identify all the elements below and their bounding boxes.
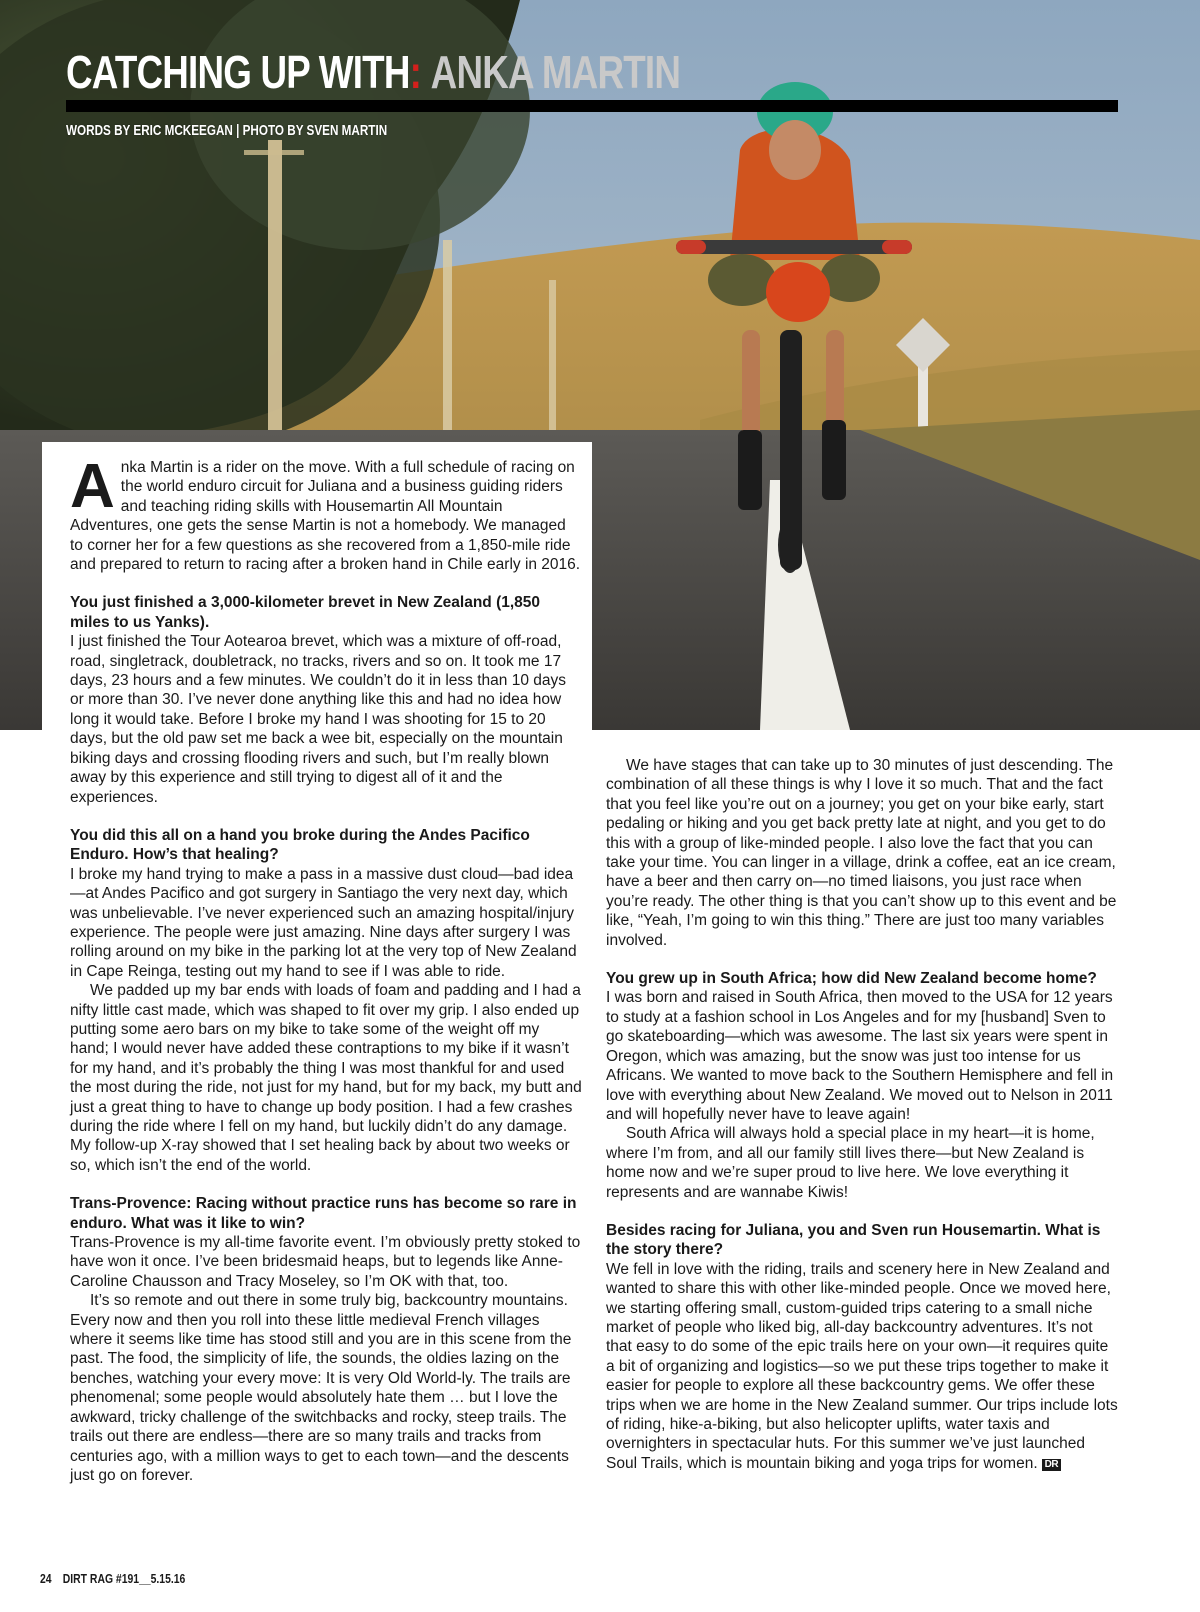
answer-4-para-2: South Africa will always hold a special place in my heart—it is home, where I’m from, and all our family still lives there—but New Zealand is home now and we’re super proud to live here. We love everything it represents and are wannabe Kiwis! [606,1125,1095,1201]
headline-colon: : [409,46,422,98]
intro-paragraph [70,452,582,574]
article-column-right [606,756,1126,1536]
answer-2-para-1: I broke my hand trying to make a pass in a massive dust cloud—bad idea—at Andes Pacifico and got surgery in Santiago the very next day, which was unbelievable. I’ve never experienced such an amazing hospital/injury experience. The people were just amazing. Nine days after surgery I was rolling around on my bike in the parking lot at the very top of New Zealand in Cape Reinga, testing out my hand to see if I was able to ride. [70,865,577,980]
byline: WORDS BY ERIC MCKEEGAN | PHOTO BY SVEN MARTIN [66,122,388,139]
answer-3-para-1: Trans-Provence is my all-time favorite event. I’m obviously pretty stoked to have won it once. I’ve been bridesmaid heaps, but to legends like Anne-Caroline Chausson and Tracy Moseley, so I’m OK with that, too. [70,1234,581,1290]
answer-3-para-3: We have stages that can take up to 30 minutes of just descending. The combination of all these things is why I love it so much. That and the fact that you feel like you’re out on a journey; you get on your bike early, start pedaling or hiking and you get back pretty late at night, and you get to do this with a group of like-minded people. I also love the fact that you can take your time. You can linger in a village, drink a coffee, eat an ice cream, have a beer and then carry on—no timed liaisons, you just race when you’re ready. The other thing is that you can’t show up to this event and be like, “Yeah, I’m going to win this thing.” There are just too many variables involved. [606,757,1117,949]
question-2: You did this all on a hand you broke during the Andes Pacifico Enduro. How’s that healing? [70,826,530,864]
question-3: Trans-Provence: Racing without practice runs has become so rare in enduro. What was it like to win? [70,1195,577,1232]
headline-rule [66,100,1118,112]
answer-2-para-2: We padded up my bar ends with loads of foam and padding and I had a nifty little cast made, which was shaped to fit over my grip. I also ended up putting some aero bars on my bike to take some of the weight off my hand; I would never have added these contraptions to my bike if it wasn’t for my hand, and it’s probably the thing I was most thankful for and used the most during the ride, not just for my hand, but for my back, my butt and just a great thing to have to change up body position. I had a few crashes during the ride where I fell on my hand, but luckily didn’t do any damage. My follow-up X-ray showed that I set healing back by about two weeks or so, which isn’t the end of the world. [70,982,582,1174]
headline-name: ANKA MARTIN [430,46,681,98]
answer-4-para-1: I was born and raised in South Africa, then moved to the USA for 12 years to study at a fashion school in Los Angeles and for my [husband] Sven to go skateboarding—which was awesome. The last six years were spent in Oregon, which was amazing, but the snow was just too intense for us Africans. We wanted to move back to the Southern Hemisphere and fell in love with everything about New Zealand. We moved out to Nelson in 2011 and will hopefully never have to leave again! [606,989,1114,1123]
question-4: You grew up in South Africa; how did New Zealand become home? [606,970,1097,988]
question-5: Besides racing for Juliana, you and Sven run Housemartin. What is the story there? [606,1221,1101,1259]
drop-cap: A [70,452,115,521]
page-footer [40,1571,185,1586]
answer-5-text: We fell in love with the riding, trails and scenery here in New Zealand and wanted to share this with other like-minded people. Once we moved here, we starting offering small, custom-guided trips catering to a small niche market of people who liked big, all-day backcountry adventures. It’s not that easy to do some of the epic trails here on your own—it requires quite a bit of organizing and logistics—so we put these trips together to make it easier for people to explore all these backcountry gems. We offer these trips when we are home in the New Zealand summer. Our trips include lots of riding, hike-a-biking, but also helicopter uplifts, water taxis and overnighters in spectacular huts. For this summer we’ve just launched Soul Trails, which is mountain biking and yoga trips for women. [606,1260,1118,1472]
headline-lead: CATCHING UP WITH [66,46,410,98]
headline [66,44,680,100]
intro-text: nka Martin is a rider on the move. With a full schedule of racing on the world enduro circuit for Juliana and a business guiding riders and teaching riding skills with Housemartin All Mountain Adventures, one gets the sense Martin is not a homebody. We managed to corner her for a few questions as she recovered from a 1,850-mile ride and prepared to return to racing after a broken hand in Chile early in 2016. [70,459,581,574]
answer-5 [606,1260,1118,1473]
page-number: 24 [40,1571,52,1586]
question-1: You just finished a 3,000-kilometer brevet in New Zealand (1,850 miles to us Yanks). [70,594,541,631]
answer-1: I just finished the Tour Aotearoa brevet, which was a mixture of off-road, road, singletrack, doubletrack, no tracks, rivers and so on. It took me 17 days, 23 hours and a few minutes. We couldn’t do it in less than 10 days or more than 30. I’ve never done anything like this and had no idea how long it would take. Before I broke my hand I was shooting for 15 to 20 days, but the old paw set me back a wee bit, especially on the mountain biking days and crossing flooding rivers and such, but I’m really blown away by this experience and still trying to digest all of it and the experiences. [70,633,566,806]
answer-3-para-2: It’s so remote and out there in some truly big, backcountry mountains. Every now and then you roll into these little medieval French villages where it seems like time has stood still and you are in this scene from the past. The food, the simplicity of life, the sounds, the oldies lazing on the benches, watching your every move: It is very Old World-ly. The trails are phenomenal; some people would absolutely hate them … but I love the awkward, tricky challenge of the switchbacks and rocky, steep trails. The trails out there are endless—there are so many trails and tracks from centuries ago, with a million ways to get to each town—and the descents just go on forever. [70,1292,572,1484]
end-mark-logo: DR [1042,1459,1061,1471]
issue-info: DIRT RAG #191__5.15.16 [62,1571,186,1586]
article-column-left [42,442,592,1532]
